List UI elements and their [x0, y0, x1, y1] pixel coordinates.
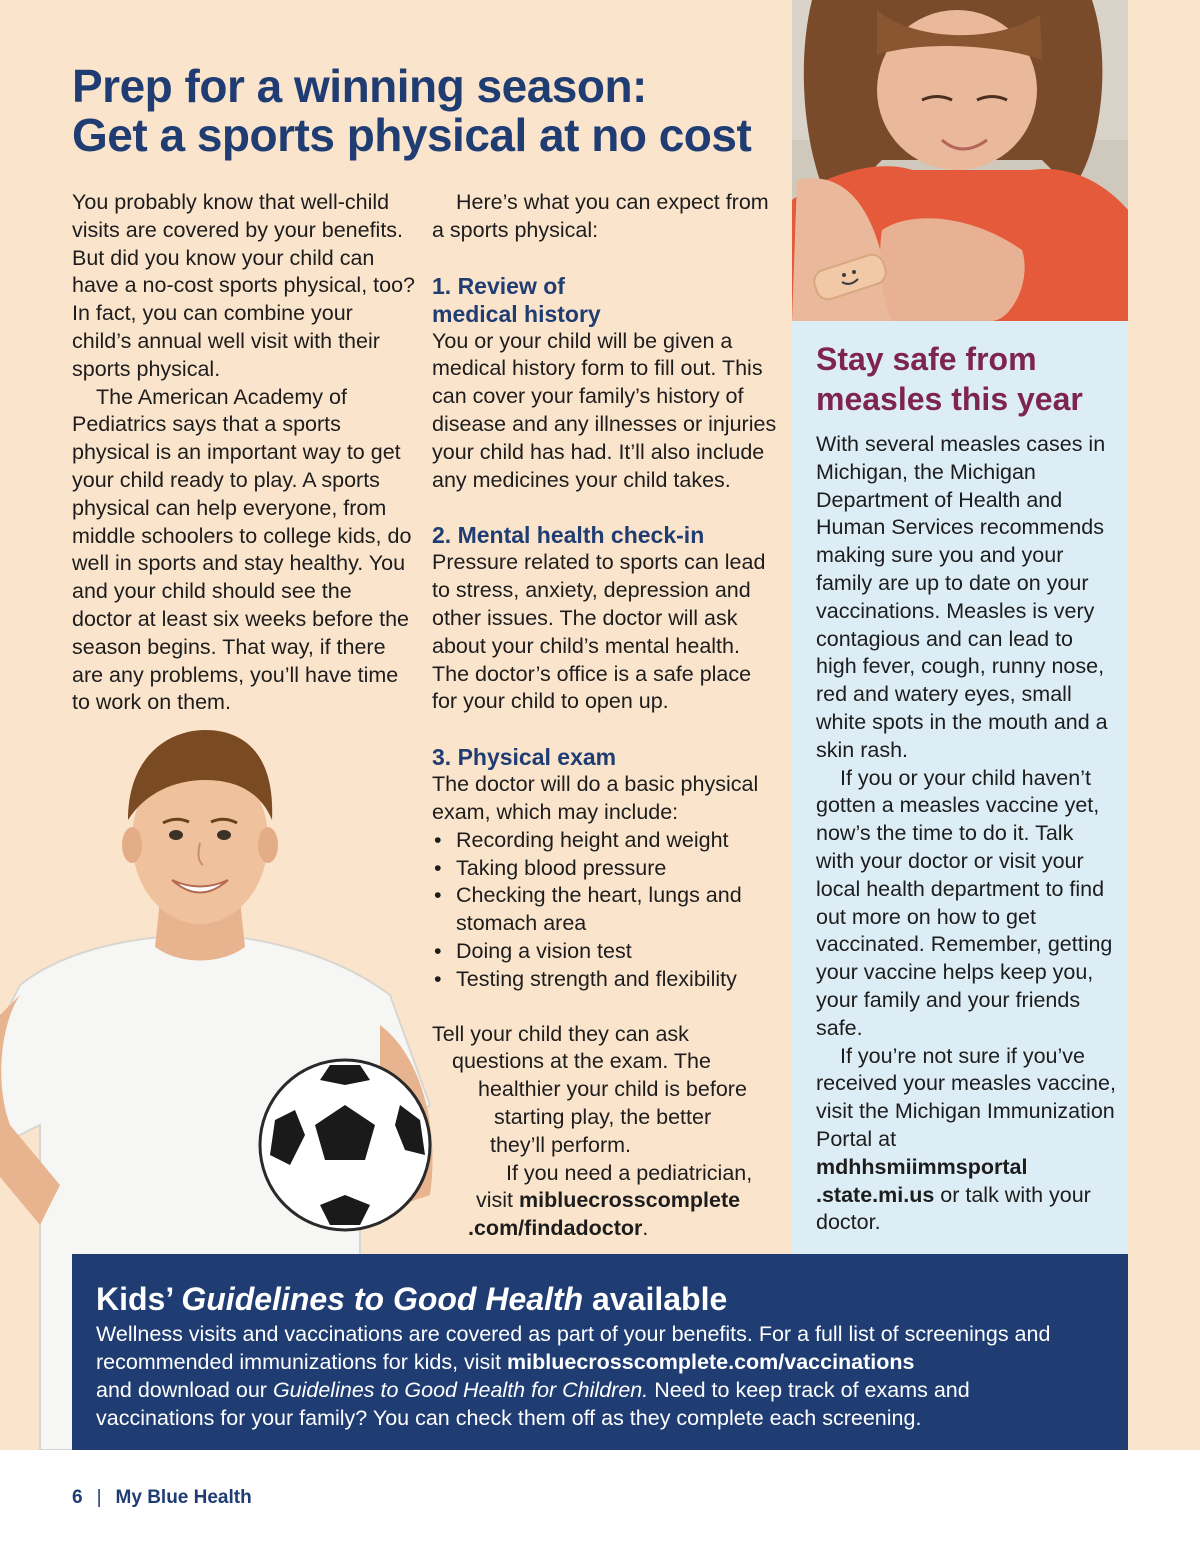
guidelines-for-children-title: Guidelines to Good Health for Children. [272, 1378, 649, 1402]
visit-label: visit [476, 1188, 514, 1213]
measles-title [816, 339, 1126, 419]
banner-line-3 [96, 1376, 1106, 1404]
list-item: • Recording height and weight [432, 827, 777, 855]
page-number: 6 [72, 1487, 83, 1508]
article-title-line-1: Prep for a winning season: [72, 60, 647, 112]
kids-guidelines-body [96, 1320, 1106, 1432]
measles-portal-end: or talk with your doctor. [816, 1182, 1091, 1235]
exam-checklist [432, 827, 777, 994]
immunization-portal-link-continued[interactable]: .state.mi.us [816, 1182, 935, 1207]
measles-title-line-2: measles this year [816, 381, 1083, 417]
closing-line: questions at the exam. The [452, 1049, 711, 1074]
physical-exam-body: The doctor will do a basic physical exam, which may include: [432, 772, 759, 824]
list-item: • Testing strength and flexibility [432, 966, 777, 994]
article-column-2 [432, 189, 777, 1243]
kids-guidelines-banner [72, 1254, 1128, 1450]
period: . [642, 1216, 649, 1241]
page-footer [72, 1487, 252, 1509]
closing-line: they’ll perform. [490, 1132, 631, 1157]
closing-line: healthier your child is before [478, 1077, 747, 1102]
kids-guidelines-heading [96, 1280, 727, 1318]
heading-start: Kids’ [96, 1281, 173, 1317]
measles-portal-intro: If you’re not sure if you’ve received your measles vaccine, visit the Michigan Immunization Portal at [816, 1043, 1116, 1151]
section-heading-line-1: 1. Review of [432, 272, 565, 299]
banner-line-3-start: and download our [96, 1378, 267, 1402]
measles-title-line-1: Stay safe from [816, 341, 1037, 377]
measles-body [816, 431, 1116, 1237]
list-item: • Checking the heart, lungs and stomach area [432, 882, 777, 938]
banner-line-2-text: recommended immunizations for kids, visit [96, 1350, 502, 1374]
closing-line: starting play, the better [494, 1104, 712, 1129]
banner-line-1: Wellness visits and vaccinations are covered as part of your benefits. For a full list of screenings and [96, 1322, 1051, 1346]
section-heading-mental-health: 2. Mental health check-in [432, 522, 705, 549]
section-heading-line-2: medical history [432, 300, 601, 327]
intro-paragraph: You probably know that well-child visits are covered by your benefits. But did you know your child can have a no-cost sports physical, too? In fact, you can combine your child’s annual well visit with their sports physical. [72, 190, 415, 381]
soccer-ball-icon [260, 1060, 430, 1230]
pediatrician-line: If you need a pediatrician, [506, 1160, 753, 1185]
article-column-1 [72, 189, 417, 717]
banner-line-4: vaccinations for your family? You can check them off as they complete each screening. [96, 1406, 922, 1430]
medical-history-body: You or your child will be given a medical history form to fill out. This can cover your family’s history of disease and any illnesses or injuries your child has had. It’ll also include any medicines your child takes. [432, 328, 777, 492]
list-item: • Taking blood pressure [432, 855, 777, 883]
aap-paragraph: The American Academy of Pediatrics says that a sports physical is an important way to get your child ready to play. A sports physical can help everyone, from middle schoolers to college kids, do well in sports and stay healthy. You and your child should see the doctor at least six weeks before the season begins. That way, if there are any problems, you’ll have time to work on them. [72, 384, 412, 715]
article-title [72, 62, 792, 160]
expect-intro: Here’s what you can expect from a sports physical: [432, 190, 769, 242]
section-heading-medical-history [432, 272, 777, 328]
find-a-doctor-link[interactable]: mibluecrosscomplete [519, 1188, 741, 1213]
immunization-portal-link[interactable]: mdhhsmiimmsportal [816, 1154, 1028, 1179]
banner-line-3-end: Need to keep track of exams and [654, 1378, 970, 1402]
measles-sidebar [792, 321, 1128, 1254]
measles-paragraph-2: If you or your child haven’t gotten a measles vaccine yet, now’s the time to do it. Talk with your doctor or visit your local health department to find out more on how to get vaccinated. Remember, getting your vaccine helps keep you, your family and your friends safe. [816, 765, 1113, 1040]
closing-paragraph [432, 1021, 777, 1243]
vaccinations-link[interactable]: mibluecrosscomplete.com/vaccinations [507, 1350, 915, 1374]
measles-paragraph-1: With several measles cases in Michigan, the Michigan Department of Health and Human Services recommends making sure you and your family are up to date on your vaccinations. Measles is very contagious and can lead to high fever, cough, runny nose, red and watery eyes, small white spots in the mouth and a skin rash. [816, 432, 1108, 762]
publication-name: My Blue Health [115, 1487, 252, 1508]
pediatrician-visit-line [432, 1187, 777, 1215]
closing-line: Tell your child they can ask [432, 1021, 689, 1046]
banner-line-2 [96, 1348, 1106, 1376]
article-title-line-2: Get a sports physical at no cost [72, 109, 752, 161]
list-item: • Doing a vision test [432, 938, 777, 966]
find-a-doctor-link-continued[interactable]: .com/findadoctor [468, 1216, 643, 1241]
heading-italic: Guidelines to Good Health [181, 1281, 584, 1317]
section-heading-physical-exam: 3. Physical exam [432, 744, 617, 771]
heading-end: available [592, 1281, 728, 1317]
measles-paragraph-3 [816, 1043, 1116, 1238]
girl-with-bandage-photo [792, 0, 1128, 321]
mental-health-body: Pressure related to sports can lead to stress, anxiety, depression and other issues. The doctor will ask about your child’s mental health. The doctor’s office is a safe place for your child to open up. [432, 550, 766, 714]
footer-separator: | [96, 1487, 102, 1508]
pediatrician-link-line [432, 1215, 777, 1243]
